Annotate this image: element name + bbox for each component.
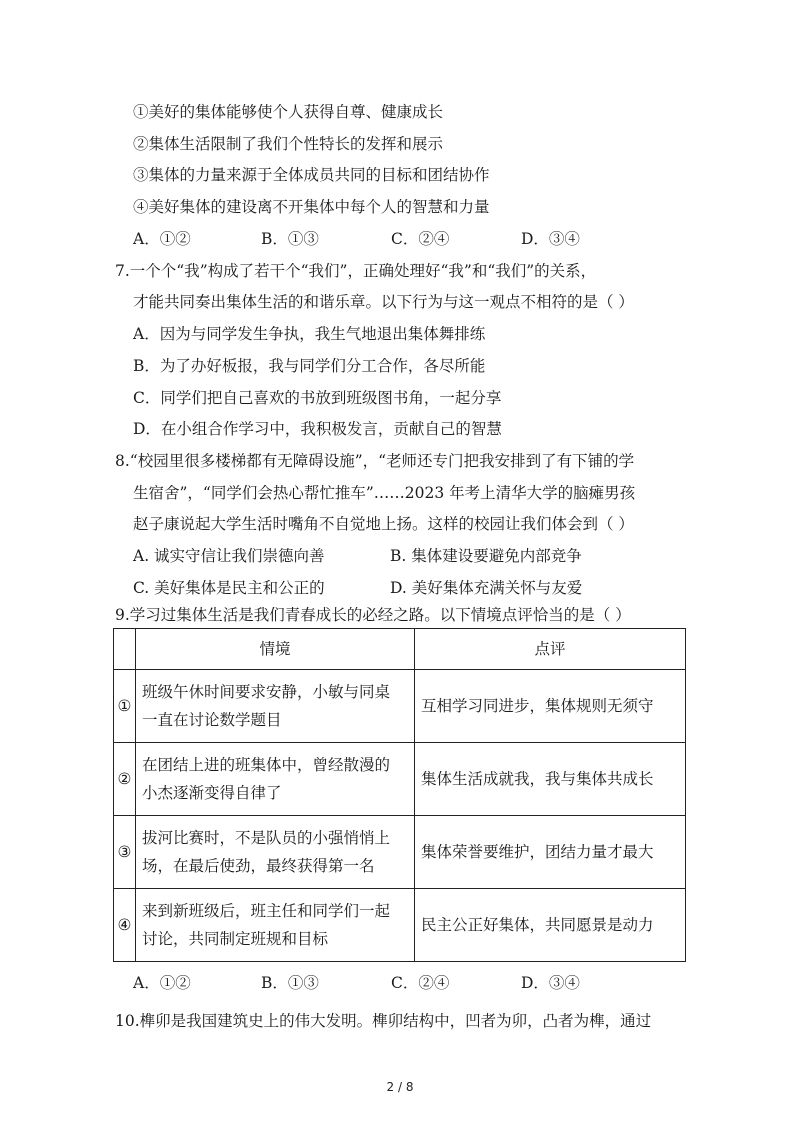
q7-option-d: D．在小组合作学习中，我积极发言，贡献自己的智慧: [133, 420, 502, 438]
row-scene: [136, 670, 415, 743]
q6-option-c: C．②④: [391, 230, 450, 248]
table-row: [114, 743, 686, 816]
q6-option-d: D．③④: [521, 230, 580, 248]
row-scene-line: 讨论，共同制定班规和目标: [142, 930, 329, 948]
row-comment: 集体生活成就我，我与集体共成长: [415, 743, 686, 816]
row-scene: [136, 889, 415, 962]
row-scene-line: 来到新班级后，班主任和同学们一起: [142, 902, 391, 920]
row-scene-line: 一直在讨论数学题目: [142, 711, 282, 729]
q8-stem-line-1: 8.“校园里很多楼梯都有无障碍设施”，“老师还专门把我安排到了有下铺的学: [115, 452, 635, 470]
q6-statement-1: ①美好的集体能够使个人获得自尊、健康成长: [133, 103, 444, 121]
q7-option-c: C．同学们把自己喜欢的书放到班级图书角，一起分享: [133, 389, 502, 407]
q10-stem: 10.榫卯是我国建筑史上的伟大发明。榫卯结构中，凹者为卯，凸者为榫，通过: [115, 1012, 652, 1030]
q7-stem-line-1: 7.一个个“我”构成了若干个“我们”，正确处理好“我”和“我们”的关系，: [115, 262, 597, 280]
row-scene: [136, 816, 415, 889]
q7-option-b: B．为了办好板报，我与同学们分工合作，各尽所能: [133, 357, 486, 375]
q9-option-c: C．②④: [391, 974, 450, 992]
row-num: ②: [114, 743, 136, 816]
q9-option-d: D．③④: [521, 974, 580, 992]
header-comment: 点评: [415, 629, 686, 670]
q7-stem-line-2: 才能共同奏出集体生活的和谐乐章。以下行为与这一观点不相符的是（ ）: [133, 293, 634, 311]
row-scene: [136, 743, 415, 816]
row-scene-line: 场，在最后使劲，最终获得第一名: [142, 857, 375, 875]
row-scene-line: 班级午休时间要求安静，小敏与同桌: [142, 683, 391, 701]
row-scene-line: 在团结上进的班集体中，曾经散漫的: [142, 756, 391, 774]
q9-option-a: A．①②: [133, 974, 191, 992]
row-num: ①: [114, 670, 136, 743]
row-comment: 互相学习同进步，集体规则无须守: [415, 670, 686, 743]
row-scene-line: 拔河比赛时，不是队员的小强悄悄上: [142, 829, 391, 847]
row-comment: 集体荣誉要维护，团结力量才最大: [415, 816, 686, 889]
q6-statement-4: ④美好集体的建设离不开集体中每个人的智慧和力量: [133, 198, 490, 216]
header-num: [114, 629, 136, 670]
q6-option-b: B．①③: [261, 230, 319, 248]
q9-scenario-table: [113, 628, 686, 962]
q8-stem-line-3: 赵子康说起大学生活时嘴角不自觉地上扬。这样的校园让我们体会到（ ）: [133, 515, 634, 533]
row-num: ③: [114, 816, 136, 889]
q7-option-a: A．因为与同学发生争执，我生气地退出集体舞排练: [133, 325, 486, 343]
table-row: [114, 670, 686, 743]
q8-option-b: B. 集体建设要避免内部竞争: [390, 547, 582, 565]
table-row: [114, 816, 686, 889]
row-num: ④: [114, 889, 136, 962]
row-comment: 民主公正好集体，共同愿景是动力: [415, 889, 686, 962]
q8-option-c: C. 美好集体是民主和公正的: [133, 579, 325, 597]
table-header-row: [114, 629, 686, 670]
q8-stem-line-2: 生宿舍”，“同学们会热心帮忙推车”……2023 年考上清华大学的脑瘫男孩: [133, 484, 636, 502]
q6-statement-2: ②集体生活限制了我们个性特长的发挥和展示: [133, 135, 444, 153]
q8-option-d: D. 美好集体充满关怀与友爱: [390, 579, 583, 597]
table-row: [114, 889, 686, 962]
row-scene-line: 小杰逐渐变得自律了: [142, 784, 282, 802]
q8-option-a: A. 诚实守信让我们崇德向善: [133, 547, 325, 565]
page-number: 2 / 8: [386, 1080, 414, 1094]
q6-statement-3: ③集体的力量来源于全体成员共同的目标和团结协作: [133, 166, 490, 184]
header-scene: 情境: [136, 629, 415, 670]
q9-option-b: B．①③: [261, 974, 319, 992]
q6-option-a: A．①②: [133, 230, 191, 248]
q9-stem: 9.学习过集体生活是我们青春成长的必经之路。以下情境点评恰当的是（ ）: [115, 606, 631, 624]
